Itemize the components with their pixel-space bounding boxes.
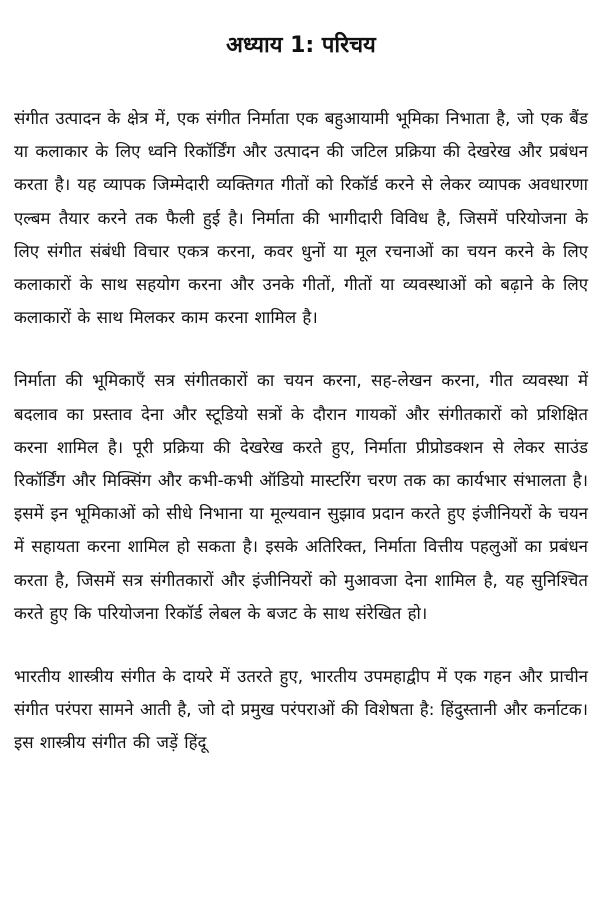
chapter-title: अध्याय 1: परिचय — [226, 33, 376, 58]
paragraph-producer-roles: निर्माता की भूमिकाएँ सत्र संगीतकारों का चयन करना, सह-लेखन करना, गीत व्यवस्था में बदलाव का प्रस्ताव देना और स्टूडियो सत्रों के दौरान गायकों और संगीतकारों को प्रशिक्षित करना शामिल है। पूरी प्रक्रिया की देखरेख करते हुए, निर्माता प्रीप्रोडक्शन से लेकर साउंड रिकॉर्डिंग और मिक्सिंग और कभी-कभी ऑडियो मास्टरिंग चरण तक का कार्यभार संभालता है। इसमें इन भूमिकाओं को सीधे निभाना या मूल्यवान सुझाव प्रदान करते हुए इंजीनियरों के चयन में सहायता करना शामिल हो सकता है। इसके अतिरिक्त, निर्माता वित्तीय पहलुओं का प्रबंधन करता है, जिसमें सत्र संगीतकारों और इंजीनियरों को मुआवजा देना शामिल है, यह सुनिश्चित करते हुए कि परियोजना रिकॉर्ड लेबल के बजट के साथ संरेखित हो। — [14, 370, 588, 623]
paragraph-indian-classical: भारतीय शास्त्रीय संगीत के दायरे में उतरते हुए, भारतीय उपमहाद्वीप में एक गहन और प्राचीन संगीत परंपरा सामने आती है, जो दो प्रमुख परंपराओं की विशेषता है: हिंदुस्तानी और कर्नाटक। इस शास्त्रीय संगीत की जड़ें हिंदू — [14, 666, 588, 753]
paragraph-music-producer: संगीत उत्पादन के क्षेत्र में, एक संगीत निर्माता एक बहुआयामी भूमिका निभाता है, जो एक बैंड या कलाकार के लिए ध्वनि रिकॉर्डिंग और उत्पादन की जटिल प्रक्रिया की देखरेख और प्रबंधन करता है। यह व्यापक जिम्मेदारी व्यक्तिगत गीतों को रिकॉर्ड करने से लेकर व्यापक अवधारणा एल्बम तैयार करने तक फैली हुई है। निर्माता की भागीदारी विविध है, जिसमें परियोजना के लिए संगीत संबंधी विचार एकत्र करना, कवर धुनों या मूल रचनाओं का चयन करने के लिए कलाकारों के साथ सहयोग करना और उनके गीतों, गीतों या व्यवस्थाओं को बढ़ाने के लिए कलाकारों के साथ मिलकर काम करना शामिल है। — [14, 108, 588, 328]
